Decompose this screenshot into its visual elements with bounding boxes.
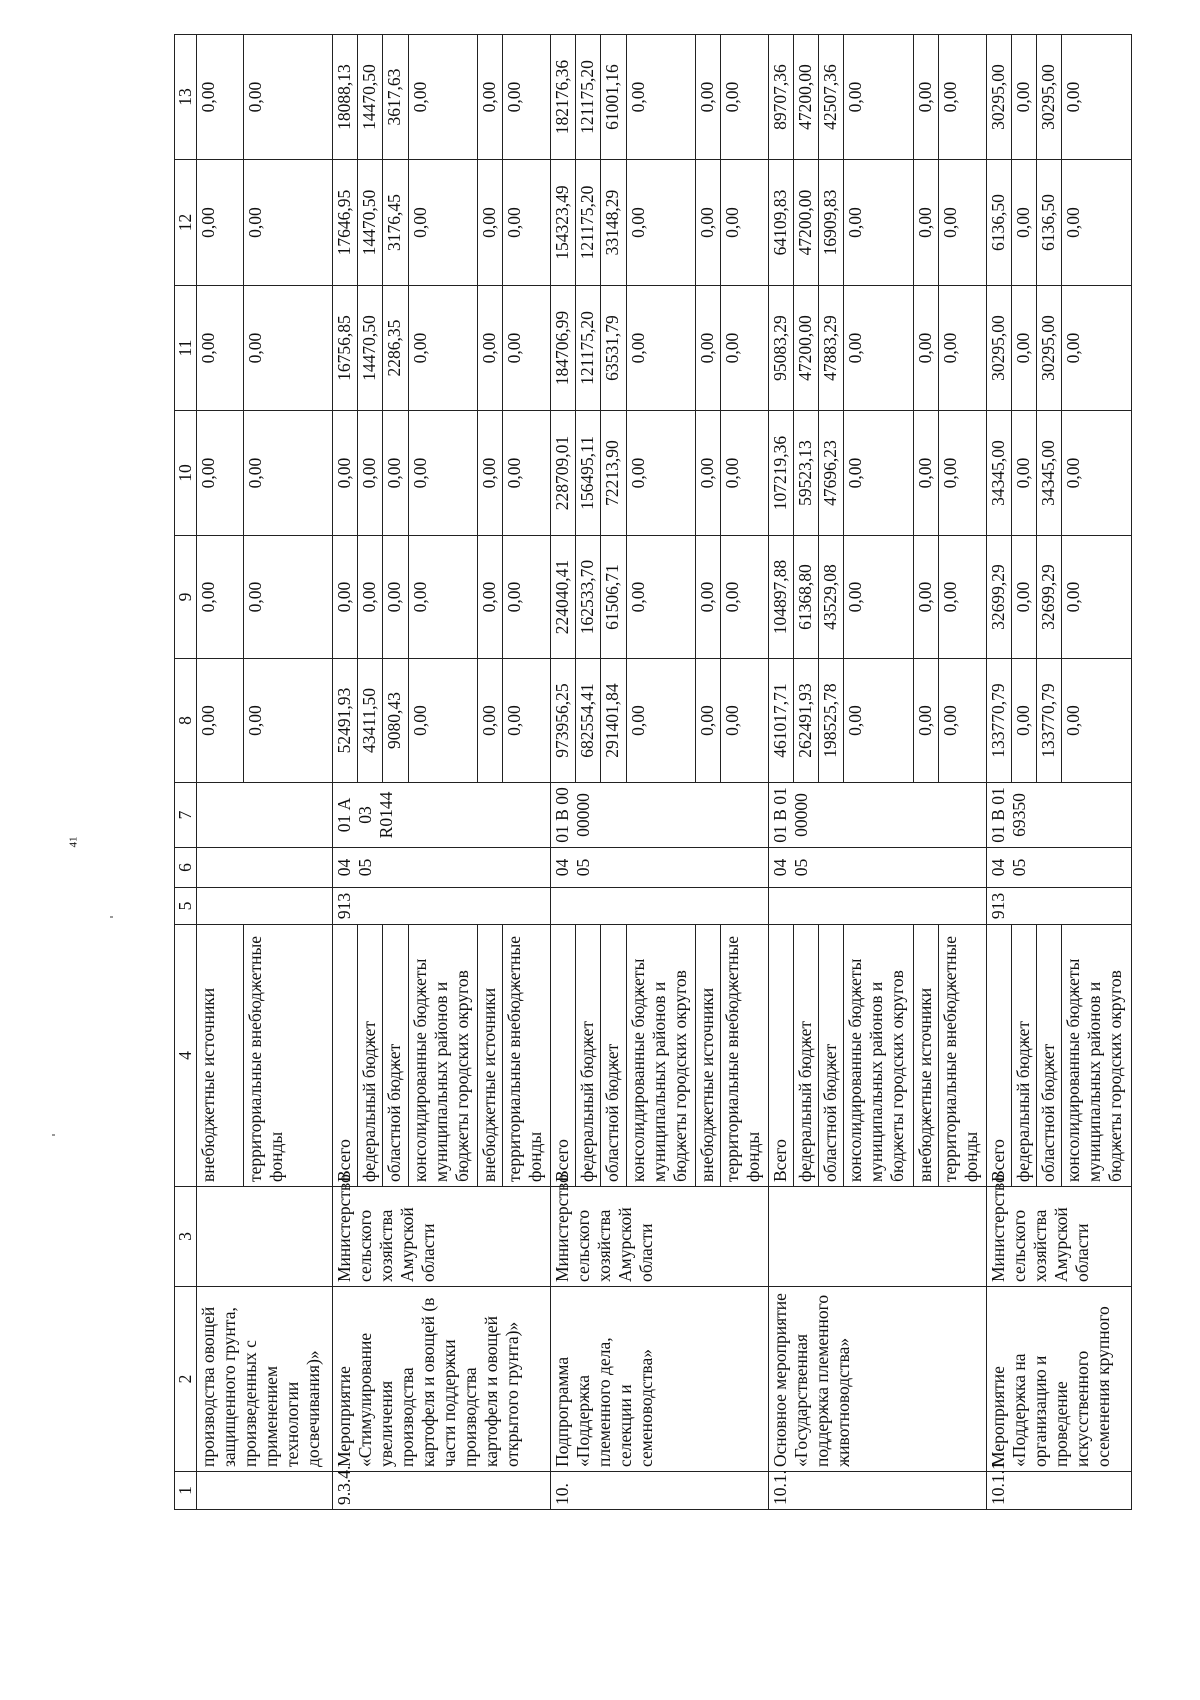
- amount-cell: 0,00: [408, 536, 477, 659]
- amount-cell: 0,00: [197, 160, 244, 286]
- amount-cell: 0,00: [478, 160, 503, 286]
- amount-cell: 64109,83: [768, 160, 793, 286]
- funding-source-cell: Всего: [332, 925, 357, 1187]
- amount-cell: 0,00: [408, 286, 477, 411]
- amount-cell: 0,00: [626, 286, 695, 411]
- amount-cell: 30295,00: [986, 286, 1011, 411]
- amount-cell: 198525,78: [819, 659, 844, 783]
- scan-speck: [110, 916, 113, 918]
- amount-cell: 43411,50: [358, 659, 383, 783]
- amount-cell: 0,00: [358, 411, 383, 536]
- grbs-code-cell: 913: [986, 888, 1131, 925]
- column-header: 12: [175, 160, 197, 286]
- amount-cell: 0,00: [844, 659, 913, 783]
- target-code-cell: 01 В 00 00000: [550, 783, 768, 848]
- funding-source-cell: федеральный бюджет: [576, 925, 601, 1187]
- amount-cell: 0,00: [1062, 411, 1132, 536]
- target-code-cell: 01 В 01 69350: [986, 783, 1131, 848]
- funding-source-cell: территориальные внебюджетные фонды: [721, 925, 768, 1187]
- amount-cell: 0,00: [844, 411, 913, 536]
- amount-cell: 0,00: [626, 659, 695, 783]
- column-header: 4: [175, 925, 197, 1187]
- amount-cell: 0,00: [1062, 160, 1132, 286]
- amount-cell: 0,00: [244, 286, 333, 411]
- grbs-code-cell: 913: [332, 888, 550, 925]
- amount-cell: 228709,01: [550, 411, 575, 536]
- amount-cell: 0,00: [939, 35, 986, 160]
- column-header: 2: [175, 1287, 197, 1472]
- amount-cell: 107219,36: [768, 411, 793, 536]
- funding-source-cell: внебюджетные источники: [913, 925, 938, 1187]
- amount-cell: 52491,93: [332, 659, 357, 783]
- row-number-cell: 9.3.4.: [332, 1472, 550, 1510]
- budget-table: [174, 34, 1132, 1510]
- amount-cell: 121175,20: [576, 286, 601, 411]
- item-name-cell: Основное мероприятие «Государственная поддержка племенного животноводства»: [768, 1287, 986, 1472]
- grbs-code-cell: [550, 888, 768, 925]
- amount-cell: 47200,00: [793, 160, 818, 286]
- amount-cell: 0,00: [626, 35, 695, 160]
- amount-cell: 14470,50: [358, 160, 383, 286]
- amount-cell: 0,00: [197, 659, 244, 783]
- amount-cell: 291401,84: [601, 659, 626, 783]
- amount-cell: 0,00: [844, 536, 913, 659]
- responsible-cell: [197, 1187, 333, 1287]
- amount-cell: 0,00: [503, 160, 550, 286]
- amount-cell: 973956,25: [550, 659, 575, 783]
- funding-source-cell: территориальные внебюджетные фонды: [244, 925, 333, 1187]
- amount-cell: 0,00: [503, 536, 550, 659]
- amount-cell: 30295,00: [1037, 35, 1062, 160]
- row-number-cell: [197, 1472, 333, 1510]
- scan-speck: [52, 1134, 55, 1136]
- amount-cell: 0,00: [197, 411, 244, 536]
- amount-cell: 30295,00: [1037, 286, 1062, 411]
- amount-cell: 0,00: [913, 286, 938, 411]
- amount-cell: 0,00: [197, 536, 244, 659]
- funding-source-cell: Всего: [986, 925, 1011, 1187]
- amount-cell: 17646,95: [332, 160, 357, 286]
- table-row: [332, 35, 357, 1510]
- amount-cell: 104897,88: [768, 536, 793, 659]
- column-header: 11: [175, 286, 197, 411]
- funding-source-cell: областной бюджет: [819, 925, 844, 1187]
- funding-source-cell: областной бюджет: [1037, 925, 1062, 1187]
- rotated-table-container: [174, 35, 1132, 1510]
- column-header: 13: [175, 35, 197, 160]
- amount-cell: 0,00: [721, 659, 768, 783]
- section-code-cell: 04 05: [550, 848, 768, 888]
- amount-cell: 0,00: [844, 160, 913, 286]
- amount-cell: 121175,20: [576, 35, 601, 160]
- item-name-cell: Мероприятие «Стимулирование увеличения производства картофеля и овощей (в части поддержки производства картофеля и овощей открытого грунта)»: [332, 1287, 550, 1472]
- amount-cell: 0,00: [696, 286, 721, 411]
- header-row: [175, 35, 197, 1510]
- target-code-cell: 01 В 01 00000: [768, 783, 986, 848]
- amount-cell: 0,00: [913, 411, 938, 536]
- amount-cell: 0,00: [503, 286, 550, 411]
- amount-cell: 184706,99: [550, 286, 575, 411]
- amount-cell: 61368,80: [793, 536, 818, 659]
- amount-cell: 47696,23: [819, 411, 844, 536]
- page-number: 41: [67, 836, 80, 848]
- funding-source-cell: областной бюджет: [601, 925, 626, 1187]
- amount-cell: 0,00: [913, 160, 938, 286]
- amount-cell: 33148,29: [601, 160, 626, 286]
- funding-source-cell: внебюджетные источники: [197, 925, 244, 1187]
- amount-cell: 0,00: [408, 411, 477, 536]
- amount-cell: 162533,70: [576, 536, 601, 659]
- amount-cell: 0,00: [1011, 160, 1036, 286]
- amount-cell: 72213,90: [601, 411, 626, 536]
- amount-cell: 0,00: [478, 35, 503, 160]
- responsible-cell: Министерство сельского хозяйства Амурской области: [332, 1187, 550, 1287]
- funding-source-cell: консолидированные бюджеты муниципальных районов и бюджеты городских округов: [626, 925, 695, 1187]
- amount-cell: 3617,63: [383, 35, 408, 160]
- amount-cell: 3176,45: [383, 160, 408, 286]
- responsible-cell: Министерство сельского хозяйства Амурской области: [550, 1187, 768, 1287]
- amount-cell: 0,00: [913, 659, 938, 783]
- section-code-cell: [197, 848, 333, 888]
- amount-cell: 0,00: [478, 536, 503, 659]
- amount-cell: 0,00: [197, 286, 244, 411]
- amount-cell: 0,00: [721, 411, 768, 536]
- item-name-cell: Мероприятие «Поддержка на организацию и проведение искусственного осеменения крупного: [986, 1287, 1131, 1472]
- amount-cell: 95083,29: [768, 286, 793, 411]
- amount-cell: 0,00: [478, 286, 503, 411]
- amount-cell: 0,00: [503, 659, 550, 783]
- amount-cell: 0,00: [939, 659, 986, 783]
- funding-source-cell: территориальные внебюджетные фонды: [503, 925, 550, 1187]
- funding-source-cell: территориальные внебюджетные фонды: [939, 925, 986, 1187]
- funding-source-cell: консолидированные бюджеты муниципальных районов и бюджеты городских округов: [844, 925, 913, 1187]
- amount-cell: 0,00: [197, 35, 244, 160]
- table-row: [986, 35, 1011, 1510]
- amount-cell: 0,00: [408, 35, 477, 160]
- amount-cell: 154323,49: [550, 160, 575, 286]
- amount-cell: 18088,13: [332, 35, 357, 160]
- amount-cell: 0,00: [844, 286, 913, 411]
- amount-cell: 0,00: [626, 160, 695, 286]
- amount-cell: 682554,41: [576, 659, 601, 783]
- amount-cell: 0,00: [626, 536, 695, 659]
- amount-cell: 133770,79: [986, 659, 1011, 783]
- funding-source-cell: консолидированные бюджеты муниципальных районов и бюджеты городских округов: [408, 925, 477, 1187]
- amount-cell: 0,00: [913, 536, 938, 659]
- amount-cell: 47200,00: [793, 35, 818, 160]
- amount-cell: 0,00: [244, 659, 333, 783]
- funding-source-cell: Всего: [768, 925, 793, 1187]
- amount-cell: 9080,43: [383, 659, 408, 783]
- responsible-cell: [768, 1187, 986, 1287]
- responsible-cell: Министерство сельского хозяйства Амурской области: [986, 1187, 1131, 1287]
- funding-source-cell: внебюджетные источники: [478, 925, 503, 1187]
- grbs-code-cell: [768, 888, 986, 925]
- amount-cell: 59523,13: [793, 411, 818, 536]
- amount-cell: 14470,50: [358, 35, 383, 160]
- amount-cell: 0,00: [721, 35, 768, 160]
- amount-cell: 262491,93: [793, 659, 818, 783]
- amount-cell: 34345,00: [986, 411, 1011, 536]
- amount-cell: 0,00: [913, 35, 938, 160]
- funding-source-cell: федеральный бюджет: [358, 925, 383, 1187]
- amount-cell: 0,00: [696, 35, 721, 160]
- target-code-cell: 01 А 03 R0144: [332, 783, 550, 848]
- amount-cell: 61001,16: [601, 35, 626, 160]
- amount-cell: 0,00: [358, 536, 383, 659]
- amount-cell: 0,00: [244, 160, 333, 286]
- amount-cell: 0,00: [408, 160, 477, 286]
- amount-cell: 0,00: [939, 286, 986, 411]
- amount-cell: 0,00: [244, 35, 333, 160]
- amount-cell: 2286,35: [383, 286, 408, 411]
- row-number-cell: 10.1.: [768, 1472, 986, 1510]
- funding-source-cell: консолидированные бюджеты муниципальных районов и бюджеты городских округов: [1062, 925, 1132, 1187]
- amount-cell: 0,00: [1011, 286, 1036, 411]
- funding-source-cell: федеральный бюджет: [793, 925, 818, 1187]
- amount-cell: 0,00: [939, 160, 986, 286]
- amount-cell: 42507,36: [819, 35, 844, 160]
- amount-cell: 0,00: [1062, 536, 1132, 659]
- funding-source-cell: федеральный бюджет: [1011, 925, 1036, 1187]
- column-header: 3: [175, 1187, 197, 1287]
- amount-cell: 0,00: [1011, 35, 1036, 160]
- amount-cell: 182176,36: [550, 35, 575, 160]
- target-code-cell: [197, 783, 333, 848]
- item-name-cell: производства овощей защищенного грунта, произведенных с применением технологии досвечивания)»: [197, 1287, 333, 1472]
- amount-cell: 16909,83: [819, 160, 844, 286]
- table-row: [550, 35, 575, 1510]
- amount-cell: 16756,85: [332, 286, 357, 411]
- amount-cell: 0,00: [844, 35, 913, 160]
- amount-cell: 0,00: [626, 411, 695, 536]
- amount-cell: 0,00: [721, 536, 768, 659]
- item-name-cell: Подпрограмма «Поддержка племенного дела, селекции и семеноводства»: [550, 1287, 768, 1472]
- amount-cell: 0,00: [503, 411, 550, 536]
- row-number-cell: 10.1.1.: [986, 1472, 1131, 1510]
- amount-cell: 0,00: [1011, 659, 1036, 783]
- row-number-cell: 10.: [550, 1472, 768, 1510]
- column-header: 1: [175, 1472, 197, 1510]
- amount-cell: 6136,50: [986, 160, 1011, 286]
- amount-cell: 89707,36: [768, 35, 793, 160]
- amount-cell: 133770,79: [1037, 659, 1062, 783]
- amount-cell: 43529,08: [819, 536, 844, 659]
- amount-cell: 0,00: [721, 286, 768, 411]
- amount-cell: 156495,11: [576, 411, 601, 536]
- amount-cell: 0,00: [1062, 35, 1132, 160]
- amount-cell: 0,00: [1011, 411, 1036, 536]
- column-header: 9: [175, 536, 197, 659]
- section-code-cell: 04 05: [986, 848, 1131, 888]
- amount-cell: 0,00: [383, 536, 408, 659]
- amount-cell: 224040,41: [550, 536, 575, 659]
- section-code-cell: 04 05: [332, 848, 550, 888]
- table-row: [197, 35, 244, 1510]
- amount-cell: 0,00: [244, 536, 333, 659]
- grbs-code-cell: [197, 888, 333, 925]
- amount-cell: 30295,00: [986, 35, 1011, 160]
- funding-source-cell: областной бюджет: [383, 925, 408, 1187]
- funding-source-cell: внебюджетные источники: [696, 925, 721, 1187]
- amount-cell: 0,00: [383, 411, 408, 536]
- amount-cell: 0,00: [332, 536, 357, 659]
- amount-cell: 0,00: [696, 160, 721, 286]
- amount-cell: 0,00: [332, 411, 357, 536]
- section-code-cell: 04 05: [768, 848, 986, 888]
- amount-cell: 0,00: [478, 659, 503, 783]
- amount-cell: 34345,00: [1037, 411, 1062, 536]
- amount-cell: 0,00: [478, 411, 503, 536]
- table-row: [768, 35, 793, 1510]
- amount-cell: 0,00: [1062, 286, 1132, 411]
- amount-cell: 0,00: [696, 411, 721, 536]
- column-header: 7: [175, 783, 197, 848]
- amount-cell: 32699,29: [986, 536, 1011, 659]
- amount-cell: 461017,71: [768, 659, 793, 783]
- amount-cell: 0,00: [503, 35, 550, 160]
- amount-cell: 63531,79: [601, 286, 626, 411]
- amount-cell: 121175,20: [576, 160, 601, 286]
- amount-cell: 0,00: [721, 160, 768, 286]
- amount-cell: 0,00: [1011, 536, 1036, 659]
- amount-cell: 0,00: [696, 536, 721, 659]
- column-header: 8: [175, 659, 197, 783]
- amount-cell: 0,00: [408, 659, 477, 783]
- column-header: 5: [175, 888, 197, 925]
- amount-cell: 32699,29: [1037, 536, 1062, 659]
- amount-cell: 14470,50: [358, 286, 383, 411]
- column-header: 6: [175, 848, 197, 888]
- amount-cell: 0,00: [939, 411, 986, 536]
- amount-cell: 61506,71: [601, 536, 626, 659]
- column-header: 10: [175, 411, 197, 536]
- amount-cell: 47200,00: [793, 286, 818, 411]
- amount-cell: 0,00: [939, 536, 986, 659]
- funding-source-cell: Всего: [550, 925, 575, 1187]
- table-body: [197, 35, 1132, 1510]
- amount-cell: 0,00: [244, 411, 333, 536]
- amount-cell: 6136,50: [1037, 160, 1062, 286]
- amount-cell: 0,00: [696, 659, 721, 783]
- amount-cell: 0,00: [1062, 659, 1132, 783]
- amount-cell: 47883,29: [819, 286, 844, 411]
